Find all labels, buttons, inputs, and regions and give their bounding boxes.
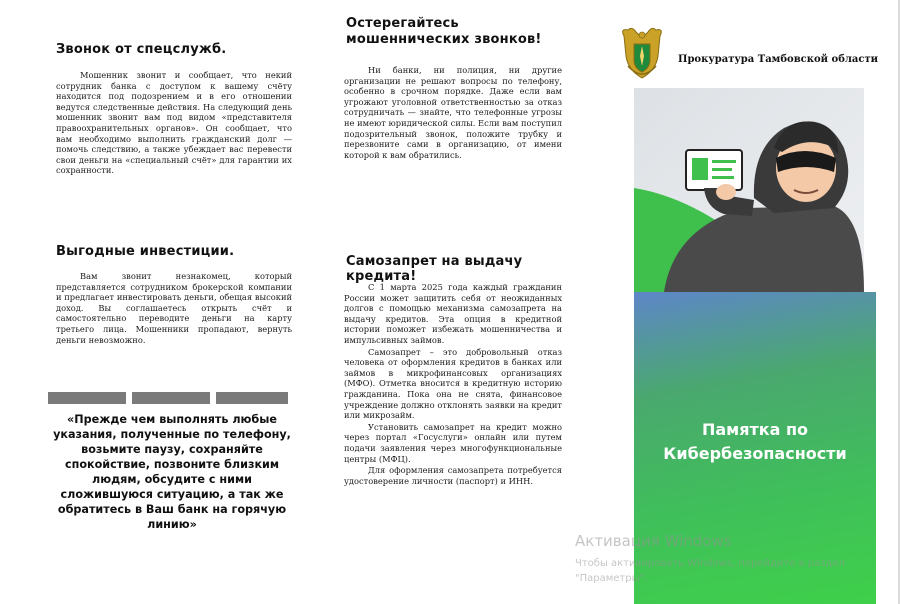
hacker-illustration: [634, 88, 864, 292]
gray-bar: [216, 392, 288, 404]
organization-name: Прокуратура Тамбовской области: [678, 54, 879, 65]
gray-divider-bars: [48, 392, 292, 404]
gray-bar: [132, 392, 210, 404]
section-title-fraud-calls: Остерегайтесь мошеннических звонков!: [346, 16, 542, 47]
section-text-credit-ban: [344, 282, 562, 487]
section-text-investments: Вам звонит незнакомец, который представляется сотрудником брокерской компании и предлагает инвестировать деньги, обещая высокий доход. Вы соглашаетесь открыть счёт и самостоятельно переводите деньги на карту третьего лица. Мошенники пропадают, вернуть деньги невозможно.: [56, 271, 292, 345]
watermark-line: Чтобы активировать Windows, перейдите в раздел: [575, 558, 845, 569]
paragraph: Самозапрет – это добровольный отказ человека от оформления кредитов в банках или займов в микрофинансовых организациях (МФО). Отметка вносится в кредитную историю гражданина. Пока она не снята, финансовое учреждение должно отклонять заявки на кредит или микрозайм.: [344, 346, 562, 421]
paragraph: С 1 марта 2025 года каждый гражданин России может защитить себя от неожиданных долгов с помощью механизма самозапрета на выдачу кредитов. Эта опция в кредитной истории поможет избежать мошенничества и импульсивных займов.: [344, 282, 562, 345]
watermark-line: "Параметры".: [575, 573, 648, 584]
paragraph: Для оформления самозапрета потребуется удостоверение личности (паспорт) и ИНН.: [344, 465, 562, 486]
section-title-investments: Выгодные инвестиции.: [56, 244, 235, 259]
watermark-title: Активация Windows: [575, 532, 732, 550]
section-text-fraud-calls: Ни банки, ни полиция, ни другие организации не решают вопросы по телефону, особенно в срочном порядке. Даже если вам угрожают уголовной ответственностью за отказ сотрудничать — знайте, что телефонные угрозы не имеют юридической силы. Если вам поступил подозрительный звонок, положите трубку и перезвоните сами в организацию, от имени которой к вам обратились.: [344, 65, 562, 160]
section-text-special-services: Мошенник звонит и сообщает, что некий сотрудник банка с доступом к вашему счёту находится под подозрением и в его отношении ведутся следственные действия. На следующий день мошенник звонит вам под видом «представителя правоохранительных органов». Он сообщает, что вам необходимо выполнить гражданский долг — помочь следствию, а также убеждает вас перевести свои деньги на «специальный счёт» для гарантии их сохранности.: [56, 70, 292, 176]
paragraph: Установить самозапрет на кредит можно через портал «Госуслуги» онлайн или путем подачи заявления через многофункциональные центры (МФЦ).: [344, 421, 562, 464]
prosecutor-emblem-icon: [618, 26, 666, 84]
cover-title: Памятка по Кибербезопасности: [663, 420, 847, 463]
advice-quote: «Прежде чем выполнять любые указания, полученные по телефону, возьмите паузу, сохраняйте спокойствие, позвоните близким людям, обсудите с ними сложившуюся ситуацию, а так же обратитесь в Ваш банк на горячую линию»: [53, 413, 291, 531]
windows-activation-watermark: [575, 530, 900, 600]
cover-column: [600, 0, 900, 604]
gray-bar: [48, 392, 126, 404]
section-title-credit-ban: Самозапрет на выдачу кредита!: [346, 254, 523, 284]
section-title-special-services: Звонок от спецслужб.: [56, 42, 227, 57]
